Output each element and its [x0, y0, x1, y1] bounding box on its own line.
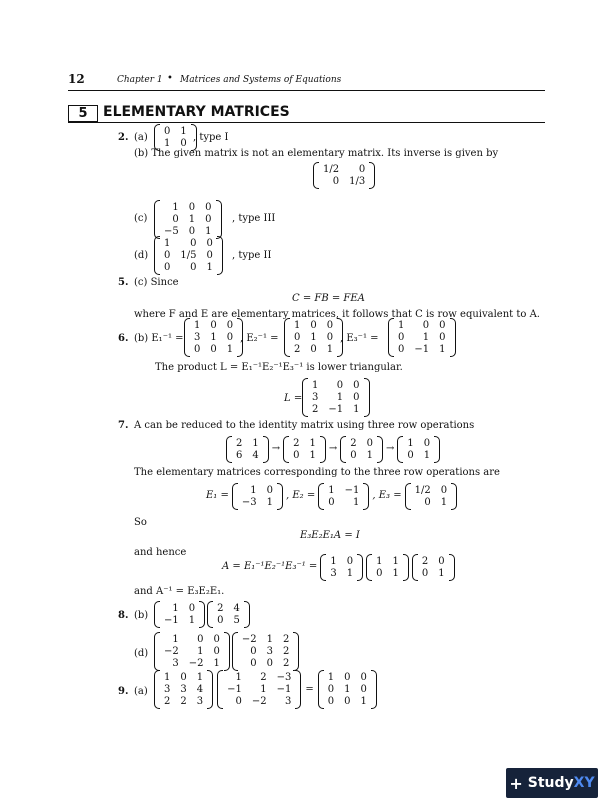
matrix-F2 [366, 554, 409, 581]
brand-study: Study [527, 775, 574, 791]
e3-inverse-label: , E₃⁻¹ = [340, 333, 379, 344]
matrix-entry: 1 [196, 672, 204, 683]
matrix-entry: 3 [266, 646, 273, 657]
matrix-entry: 1 [438, 567, 445, 579]
matrix-entry: 2 [217, 603, 224, 614]
matrix-entry: 3 [285, 696, 292, 707]
matrix-entry: 1 [309, 449, 316, 461]
problem-2-number: 2. [118, 132, 129, 143]
matrix-E2 [318, 483, 369, 510]
matrix-entry: 1 [352, 496, 360, 508]
matrix-entry: 0 [188, 603, 196, 614]
bracket-right [371, 670, 377, 709]
matrix-entry: −1 [276, 684, 292, 695]
matrix-entry: 2 [293, 437, 300, 449]
step-matrix-4 [397, 436, 440, 463]
bracket-right [199, 601, 205, 628]
matrix-entry: 1 [188, 214, 196, 225]
plus-icon: + [509, 773, 523, 793]
matrix-entry: 1 [235, 672, 242, 683]
matrix-entry: 1 [210, 332, 217, 343]
matrix-entry: 0 [327, 684, 335, 695]
matrix-entry: 0 [180, 138, 187, 149]
matrix-entry: 1 [164, 672, 171, 683]
matrix-entry: 0 [326, 320, 334, 331]
matrix-9a-identity [318, 670, 377, 709]
problem-5-equation: C = FB = FEA [292, 293, 365, 304]
matrix-entry: 2 [260, 672, 267, 683]
arrow-1: → [271, 443, 281, 454]
matrix-entry: 1 [422, 332, 430, 343]
matrix-entry: 0 [366, 437, 374, 449]
bracket-right [295, 670, 301, 709]
matrix-entry: 0 [398, 344, 405, 355]
matrix-F1 [320, 554, 363, 581]
matrix-entry: 2 [164, 696, 171, 707]
matrix-entry: 1 [440, 496, 448, 508]
bracket-right [363, 483, 369, 510]
elementary-matrices-text: The elementary matrices corresponding to the three row operations are [134, 467, 500, 478]
brand-xy: XY [573, 775, 595, 791]
matrix-entry: 0 [235, 696, 242, 707]
bracket-right [216, 200, 222, 239]
matrix-entry: 0 [439, 332, 446, 343]
matrix-entry: 0 [205, 202, 212, 213]
matrix-entry: 1 [260, 684, 267, 695]
matrix-entry: 0 [350, 449, 357, 461]
bracket-right [320, 436, 326, 463]
problem-2d-type: , type II [232, 250, 272, 261]
step-matrix-2 [283, 436, 326, 463]
and-hence-text: and hence [134, 547, 187, 558]
problem-2c-type: , type III [232, 213, 276, 224]
problem-8b-label: (b) [134, 610, 149, 621]
matrix-entry: −5 [164, 226, 179, 237]
arrow-2: → [328, 443, 338, 454]
matrix-entry: 1 [327, 672, 335, 683]
matrix-entry: 1 [180, 126, 187, 137]
matrix-entry: 1 [392, 567, 399, 579]
matrix-entry: 2 [350, 437, 357, 449]
matrix-e1-inverse [184, 318, 243, 357]
matrix-entry: 1 [439, 344, 446, 355]
header-rule [68, 90, 545, 91]
matrix-entry: 0 [344, 672, 351, 683]
matrix-entry: 0 [310, 320, 317, 331]
arrow-3: → [386, 443, 395, 454]
matrix-entry: 4 [196, 684, 204, 695]
matrix-entry: −2 [251, 696, 267, 707]
matrix-entry: 0 [293, 449, 300, 461]
matrix-entry: −1 [164, 615, 179, 626]
matrix-entry: 0 [439, 320, 446, 331]
bracket-right [434, 436, 440, 463]
matrix-entry: 0 [250, 658, 257, 669]
matrix-entry: −2 [164, 646, 179, 657]
matrix-entry: 0 [266, 484, 273, 496]
matrix-8d-L [154, 632, 230, 671]
matrix-entry: 0 [180, 672, 187, 683]
matrix-entry: 0 [205, 214, 212, 225]
factorization-8d [154, 632, 299, 671]
matrix-8b-L [154, 601, 205, 628]
matrix-entry: 1 [226, 344, 234, 355]
bracket-right [217, 236, 223, 275]
matrix-entry: 3 [196, 696, 204, 707]
matrix-entry: −3 [241, 496, 257, 508]
problem-2a-label: (a) [134, 132, 148, 143]
matrix-entry: 0 [197, 634, 204, 645]
step-matrix-3 [340, 436, 383, 463]
A-inverse-text: and A⁻¹ = E₃E₂E₁. [134, 586, 225, 597]
matrix-entry: 1 [252, 437, 259, 449]
matrix-entry: 2 [283, 646, 290, 657]
matrix-entry: 6 [236, 449, 243, 461]
matrix-e2-inverse [284, 318, 343, 357]
matrix-entry: 1 [164, 238, 171, 249]
matrix-entry: 0 [210, 344, 217, 355]
matrix-entry: 3 [330, 567, 337, 579]
bracket-right [403, 554, 409, 581]
factorization-8b [154, 601, 250, 628]
matrix-entry: 2 [294, 344, 301, 355]
matrix-entry: 0 [213, 646, 220, 657]
product-9a [154, 670, 377, 709]
matrix-entry: 0 [310, 344, 317, 355]
matrix-entry: 0 [188, 202, 196, 213]
matrix-entry: 0 [206, 250, 213, 261]
matrix-entry: 1 [344, 684, 351, 695]
matrix-2a [154, 124, 197, 151]
E2-label: , E₂ = [286, 490, 316, 501]
problem-7-lead: A can be reduced to the identity matrix using three row operations [134, 420, 475, 431]
matrix-entry: 1/5 [180, 250, 197, 261]
matrix-entry: −2 [188, 658, 204, 669]
bracket-right [451, 483, 457, 510]
matrix-entry: 1 [294, 320, 301, 331]
matrix-entry: −1 [414, 344, 430, 355]
matrix-entry: −2 [241, 634, 257, 645]
matrix-entry: 0 [332, 176, 340, 187]
problem-7-number: 7. [118, 420, 129, 431]
A-equation-label: A = E₁⁻¹E₂⁻¹E₃⁻¹ = [222, 561, 318, 572]
matrix-entry: 1 [330, 555, 337, 567]
matrix-entry: 1 [407, 437, 414, 449]
problem-9-number: 9. [118, 686, 129, 697]
A-factorization [222, 552, 455, 582]
bracket-right [450, 318, 456, 357]
matrix-entry: 0 [344, 696, 351, 707]
matrix-entry: 0 [424, 496, 431, 508]
equation-E3E2E1A: E₃E₂E₁A = I [300, 530, 360, 541]
so-text: So [134, 517, 147, 528]
matrix-entry: 0 [226, 320, 234, 331]
matrix-entry: 2 [180, 696, 187, 707]
matrix-entry: 0 [398, 332, 405, 343]
matrix-entry: 0 [438, 555, 445, 567]
matrix-entry: 3 [312, 392, 319, 403]
matrix-entry: 1 [164, 138, 171, 149]
L-label: L = [284, 393, 303, 404]
matrix-L [302, 378, 370, 417]
header-bullet: • [167, 73, 173, 84]
matrix-entry: 1 [205, 226, 212, 237]
matrix-entry: 0 [217, 615, 224, 626]
bracket-right [357, 554, 363, 581]
matrix-entry: −1 [328, 404, 344, 415]
matrix-entry: 1 [346, 567, 354, 579]
matrix-entry: 0 [250, 646, 257, 657]
matrix-entry: 0 [190, 262, 197, 273]
matrix-entry: 0 [213, 634, 220, 645]
problem-6-number: 6. [118, 333, 129, 344]
matrix-entry: 0 [164, 250, 171, 261]
matrix-entry: 1 [266, 496, 273, 508]
matrix-entry: 1 [360, 696, 367, 707]
section-rule [68, 122, 545, 123]
matrix-entry: 1 [188, 615, 196, 626]
matrix-E1 [232, 483, 283, 510]
matrix-entry: 1 [353, 404, 360, 415]
matrix-entry: 0 [188, 226, 196, 237]
matrix-entry: 0 [353, 392, 360, 403]
running-title: Matrices and Systems of Equations [180, 75, 342, 85]
matrix-entry: 1 [328, 484, 335, 496]
bracket-right [277, 483, 283, 510]
matrix-8b-U [207, 601, 250, 628]
matrix-entry: 2 [312, 404, 319, 415]
matrix-entry: 1 [172, 634, 179, 645]
matrix-2b-inverse [313, 162, 375, 189]
running-chapter: Chapter 1 [117, 75, 163, 85]
bracket-right [224, 632, 230, 671]
section-title: ELEMENTARY MATRICES [103, 104, 290, 120]
matrix-entry: 1 [366, 449, 374, 461]
matrix-entry: 1 [326, 344, 334, 355]
section-number: 5 [68, 105, 98, 122]
matrix-entry: 1 [312, 380, 319, 391]
matrix-entry: 3 [164, 684, 171, 695]
matrix-entry: 3 [172, 658, 179, 669]
problem-2c-label: (c) [134, 213, 148, 224]
matrix-entry: 1 [266, 634, 273, 645]
e2-inverse-label: , E₂⁻¹ = [240, 333, 279, 344]
matrix-9a-1 [154, 670, 213, 709]
matrix-entry: 0 [327, 696, 335, 707]
matrix-entry: 5 [233, 615, 240, 626]
E3-label: , E₃ = [372, 490, 402, 501]
matrix-entry: 1 [172, 603, 179, 614]
matrix-entry: 0 [294, 332, 301, 343]
matrix-entry: 0 [360, 684, 367, 695]
matrix-entry: 1 [392, 555, 399, 567]
bracket-right [369, 162, 375, 189]
matrix-entry: 1 [172, 202, 179, 213]
bracket-right [449, 554, 455, 581]
matrix-entry: 0 [360, 672, 367, 683]
matrix-2c [154, 200, 222, 239]
product-statement: The product L = E₁⁻¹E₂⁻¹E₃⁻¹ is lower triangular. [155, 362, 403, 373]
matrix-8d-U [232, 632, 300, 671]
matrix-entry: 0 [206, 238, 213, 249]
bracket-right [364, 378, 370, 417]
matrix-entry: 0 [353, 380, 360, 391]
matrix-entry: 0 [407, 449, 414, 461]
matrix-entry: 0 [336, 380, 344, 391]
matrix-entry: 0 [266, 658, 273, 669]
matrix-entry: 0 [376, 567, 383, 579]
equals-sign: = [305, 683, 314, 695]
matrix-entry: 1 [197, 646, 204, 657]
matrix-entry: 2 [283, 634, 290, 645]
matrix-entry: 1 [213, 658, 220, 669]
bracket-right [207, 670, 213, 709]
matrix-entry: 3 [180, 684, 187, 695]
problem-2a-type: , type I [193, 132, 229, 143]
problem-8d-label: (d) [134, 648, 149, 659]
matrix-entry: 0 [164, 262, 171, 273]
matrix-entry: 0 [210, 320, 217, 331]
matrix-entry: 0 [190, 238, 197, 249]
matrix-entry: 0 [440, 484, 448, 496]
problem-6b-label: (b) E₁⁻¹ = [134, 333, 184, 344]
matrix-entry: 2 [283, 658, 290, 669]
matrix-entry: 1/3 [349, 176, 366, 187]
matrix-entry: 3 [194, 332, 201, 343]
matrix-entry: 0 [422, 320, 430, 331]
row-reduction-sequence [226, 434, 440, 464]
step-matrix-1 [226, 436, 269, 463]
matrix-entry: 1 [336, 392, 344, 403]
problem-2b-text: (b) The given matrix is not an elementary matrix. Its inverse is given by [134, 148, 499, 159]
studyxy-logo[interactable] [506, 768, 598, 798]
bracket-right [293, 632, 299, 671]
matrix-entry: 0 [194, 344, 201, 355]
matrix-entry: 0 [172, 214, 179, 225]
matrix-entry: 0 [226, 332, 234, 343]
matrix-entry: 1/2 [414, 484, 431, 496]
elementary-matrices-row [206, 481, 457, 511]
page-number: 12 [68, 72, 85, 86]
matrix-entry: −3 [276, 672, 292, 683]
matrix-entry: 0 [346, 555, 354, 567]
problem-8-number: 8. [118, 610, 129, 621]
E1-label: E₁ = [206, 490, 229, 501]
matrix-entry: 1 [398, 320, 405, 331]
matrix-entry: 1 [423, 449, 431, 461]
matrix-entry: 1 [310, 332, 317, 343]
bracket-right [244, 601, 250, 628]
matrix-9a-2 [217, 670, 301, 709]
matrix-entry: 0 [326, 332, 334, 343]
matrix-entry: 1 [309, 437, 316, 449]
matrix-entry: 0 [423, 437, 431, 449]
problem-9a-label: (a) [134, 686, 148, 697]
matrix-e3-inverse [388, 318, 456, 357]
matrix-2d [154, 236, 223, 275]
problem-5-conclusion: where F and E are elementary matrices, it follows that C is row equivalent to A. [134, 309, 540, 320]
matrix-entry: 4 [233, 603, 240, 614]
matrix-entry: 1 [376, 555, 383, 567]
matrix-entry: 0 [358, 164, 366, 175]
problem-5-lead: (c) Since [134, 277, 179, 288]
bracket-right [263, 436, 269, 463]
matrix-entry: 1 [194, 320, 201, 331]
matrix-entry: 1 [250, 484, 257, 496]
matrix-E3 [405, 483, 457, 510]
matrix-entry: 1 [206, 262, 213, 273]
matrix-F3 [412, 554, 455, 581]
matrix-entry: −1 [344, 484, 360, 496]
matrix-entry: 2 [421, 555, 429, 567]
problem-5-number: 5. [118, 277, 129, 288]
matrix-entry: 2 [236, 437, 243, 449]
matrix-entry: 0 [164, 126, 171, 137]
matrix-entry: 0 [421, 567, 429, 579]
bracket-right [377, 436, 383, 463]
matrix-entry: 1/2 [323, 164, 340, 175]
matrix-entry: −1 [227, 684, 242, 695]
problem-2d-label: (d) [134, 250, 149, 261]
matrix-entry: 4 [252, 449, 259, 461]
matrix-entry: 0 [328, 496, 335, 508]
